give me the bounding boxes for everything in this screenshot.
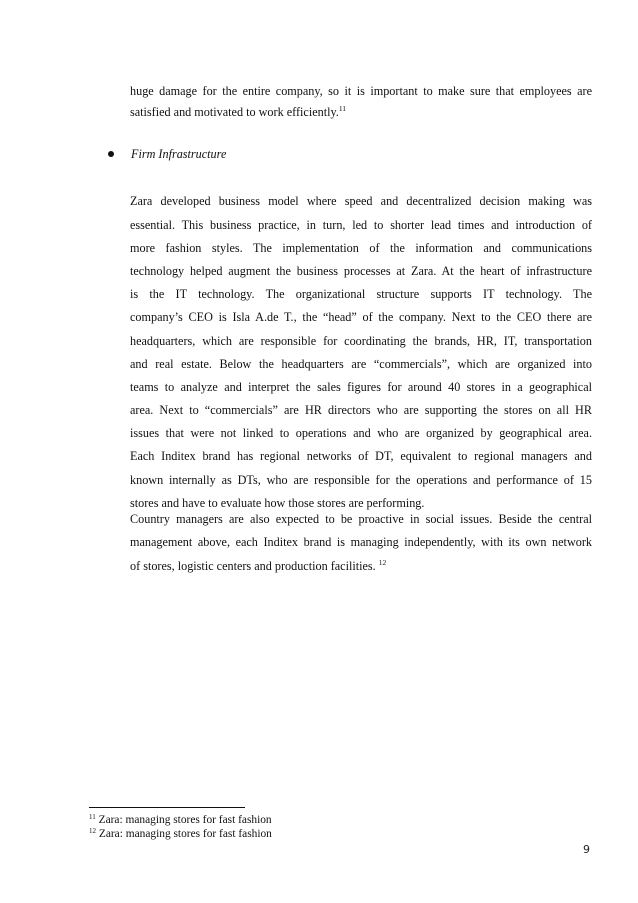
paragraph-line: stores and have to evaluate how those stores are performing.	[130, 496, 425, 510]
paragraph-line: Country managers are also expected to be proactive in social issues. Beside the central	[130, 512, 592, 526]
paragraph-line: Zara developed business model where speed and decentralized decision making was	[130, 194, 592, 208]
paragraph-line: technology helped augment the business processes at Zara. At the heart of infrastructure	[130, 264, 592, 278]
paragraph-line: satisfied and motivated to work efficiently.$^{11}$	[130, 104, 347, 119]
paragraph-line: and real estate. Below the headquarters are “commercials”, which are organized into	[130, 357, 592, 371]
footnote-text: Zara: managing stores for fast fashion	[98, 828, 272, 840]
paragraph-line: issues that were not linked to operations and who are organized by geographical area.	[130, 426, 592, 440]
paragraph-line: management above, each Inditex brand is managing independently, with its own network	[130, 535, 592, 549]
paragraph-line: is the IT technology. The organizational structure supports IT technology. The	[130, 287, 592, 301]
footnote-text: Zara: managing stores for fast fashion	[98, 814, 272, 826]
footnote-ref: 11	[338, 104, 347, 113]
paragraph-line: Each Inditex brand has regional networks of DT, equivalent to regional managers and	[130, 449, 592, 463]
paragraph-line: of stores, logistic centers and production facilities. $^{12}$	[130, 558, 387, 573]
paragraph-line: known internally as DTs, who are responsible for the operations and performance of 15	[130, 473, 592, 487]
paragraph-line: huge damage for the entire company, so it is important to make sure that employees are	[130, 84, 592, 98]
section-heading: Firm Infrastructure	[131, 147, 227, 161]
paragraph-line: more fashion styles. The implementation of the information and communications	[130, 241, 592, 255]
bullet-icon	[108, 151, 114, 157]
footnote	[89, 814, 272, 827]
page-number: 9	[583, 843, 590, 856]
paragraph-line: essential. This business practice, in turn, led to shorter lead times and introduction of	[130, 218, 592, 232]
footnote-ref: 12	[378, 558, 387, 567]
footnote	[89, 828, 272, 841]
paragraph-line: headquarters, which are responsible for coordinating the brands, HR, IT, transportation	[130, 334, 592, 348]
paragraph-line: area. Next to “commercials” are HR directors who are supporting the stores on all HR	[130, 403, 592, 417]
paragraph-line: teams to analyze and interpret the sales figures for around 40 stores in a geographical	[130, 380, 592, 394]
paragraph-line: company’s CEO is Isla A.de T., the “head” of the company. Next to the CEO there are	[130, 310, 592, 324]
footnote-number: 11	[89, 813, 96, 821]
footnote-separator	[89, 807, 245, 808]
footnote-number: 12	[89, 827, 96, 835]
